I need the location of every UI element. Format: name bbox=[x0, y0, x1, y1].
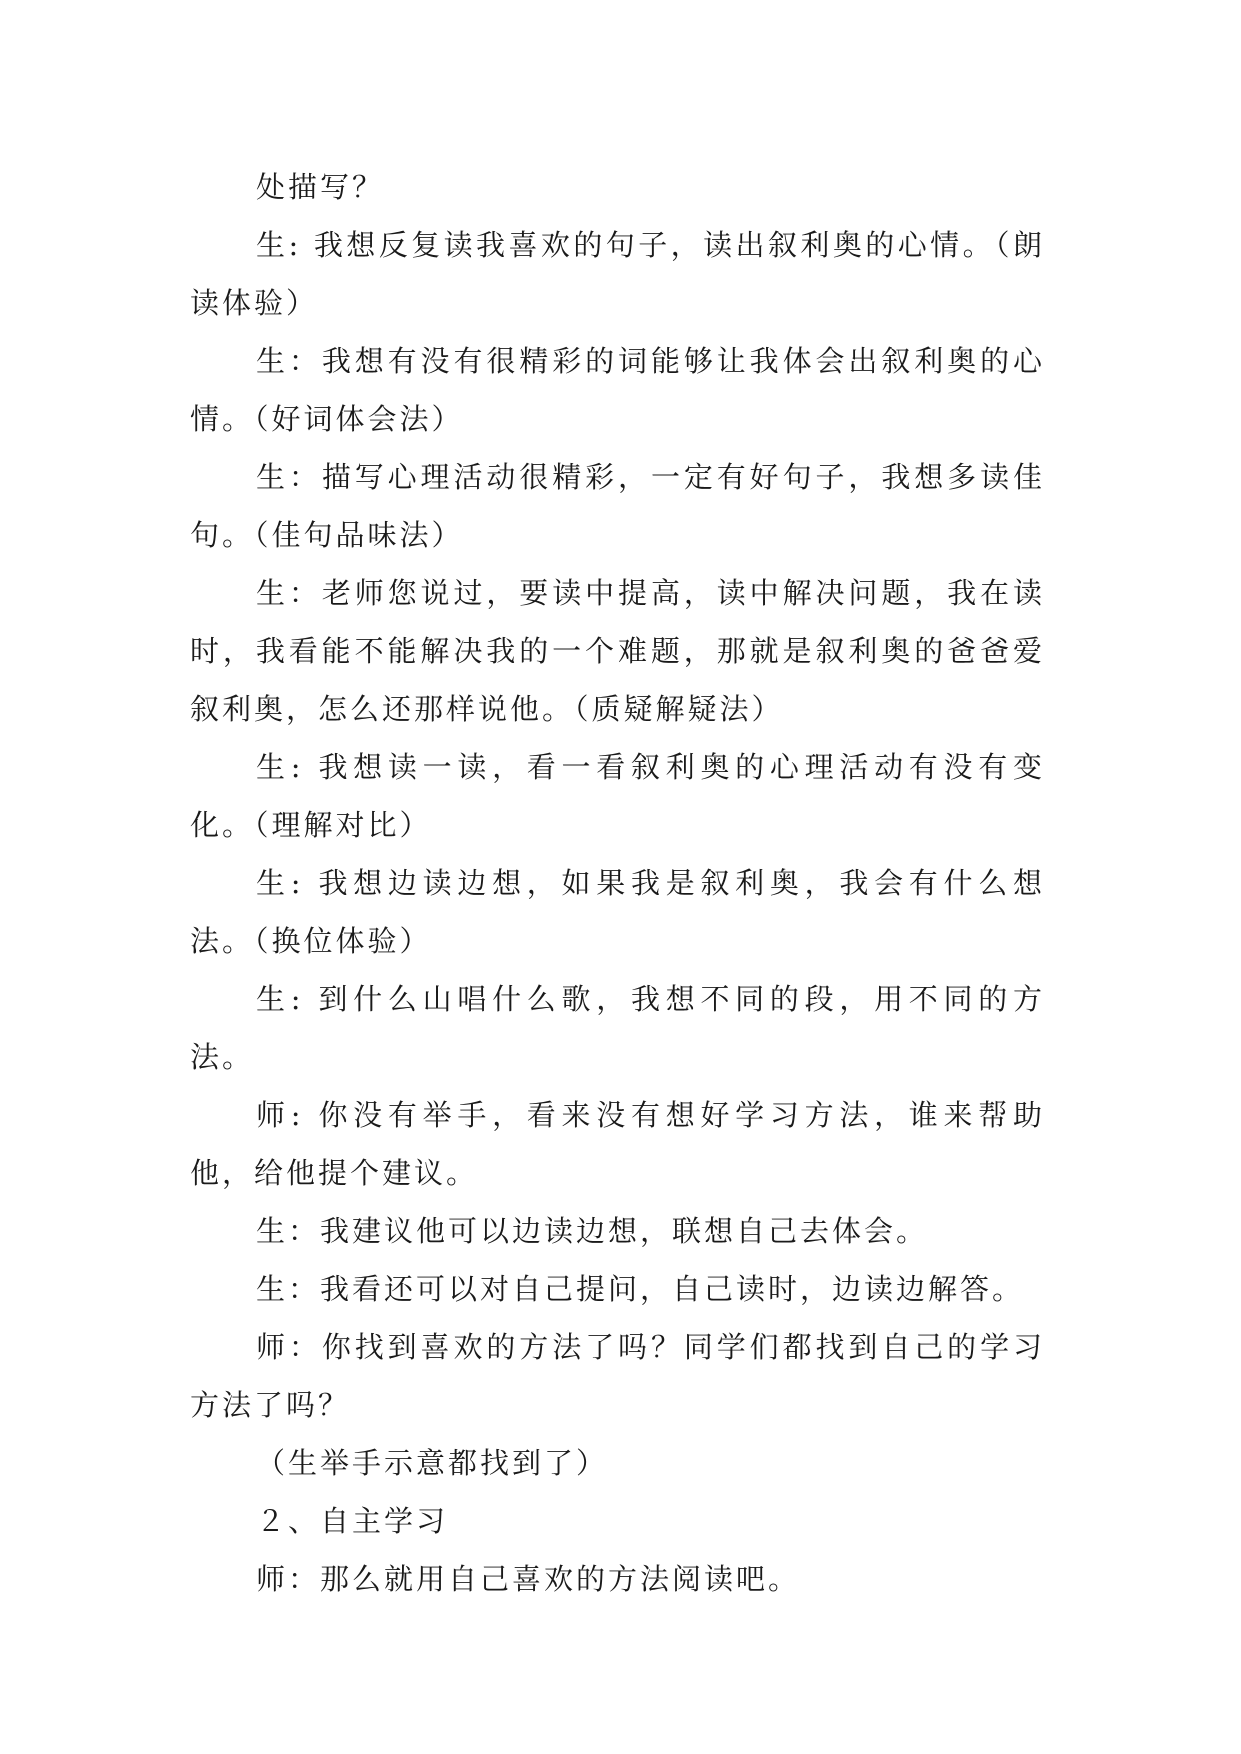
paragraph: 师：那么就用自己喜欢的方法阅读吧。 bbox=[256, 1562, 801, 1596]
paragraph: （生举手示意都找到了） bbox=[256, 1446, 609, 1480]
paragraph: 生：我想有没有很精彩的词能够让我体会出叙利奥的心情。（好词体会法） bbox=[190, 344, 1045, 436]
paragraph: 处描写？ bbox=[256, 170, 385, 204]
document-body bbox=[190, 158, 1045, 1608]
paragraph: 生：描写心理活动很精彩，一定有好句子，我想多读佳句。（佳句品味法） bbox=[190, 460, 1045, 552]
paragraph: 生：老师您说过，要读中提高，读中解决问题，我在读时，我看能不能解决我的一个难题，那就是叙利奥的爸爸爱叙利奥，怎么还那样说他。（质疑解疑法） bbox=[190, 576, 1045, 726]
paragraph: 生: 我想读一读，看一看叙利奥的心理活动有没有变化。（理解对比） bbox=[190, 750, 1045, 842]
section-heading: ２、自主学习 bbox=[256, 1504, 449, 1538]
paragraph: 生: 我想边读边想，如果我是叙利奥，我会有什么想法。（换位体验） bbox=[190, 866, 1045, 958]
paragraph: 生: 我想反复读我喜欢的句子，读出叙利奥的心情。（朗读体验） bbox=[190, 228, 1045, 320]
paragraph: 师：你找到喜欢的方法了吗？同学们都找到自己的学习方法了吗？ bbox=[190, 1330, 1045, 1422]
paragraph: 师: 你没有举手，看来没有想好学习方法，谁来帮助他，给他提个建议。 bbox=[190, 1098, 1045, 1190]
paragraph: 生：我建议他可以边读边想，联想自己去体会。 bbox=[256, 1214, 929, 1248]
paragraph: 生: 到什么山唱什么歌，我想不同的段，用不同的方法。 bbox=[190, 982, 1045, 1074]
paragraph: 生：我看还可以对自己提问，自己读时，边读边解答。 bbox=[256, 1272, 1025, 1306]
